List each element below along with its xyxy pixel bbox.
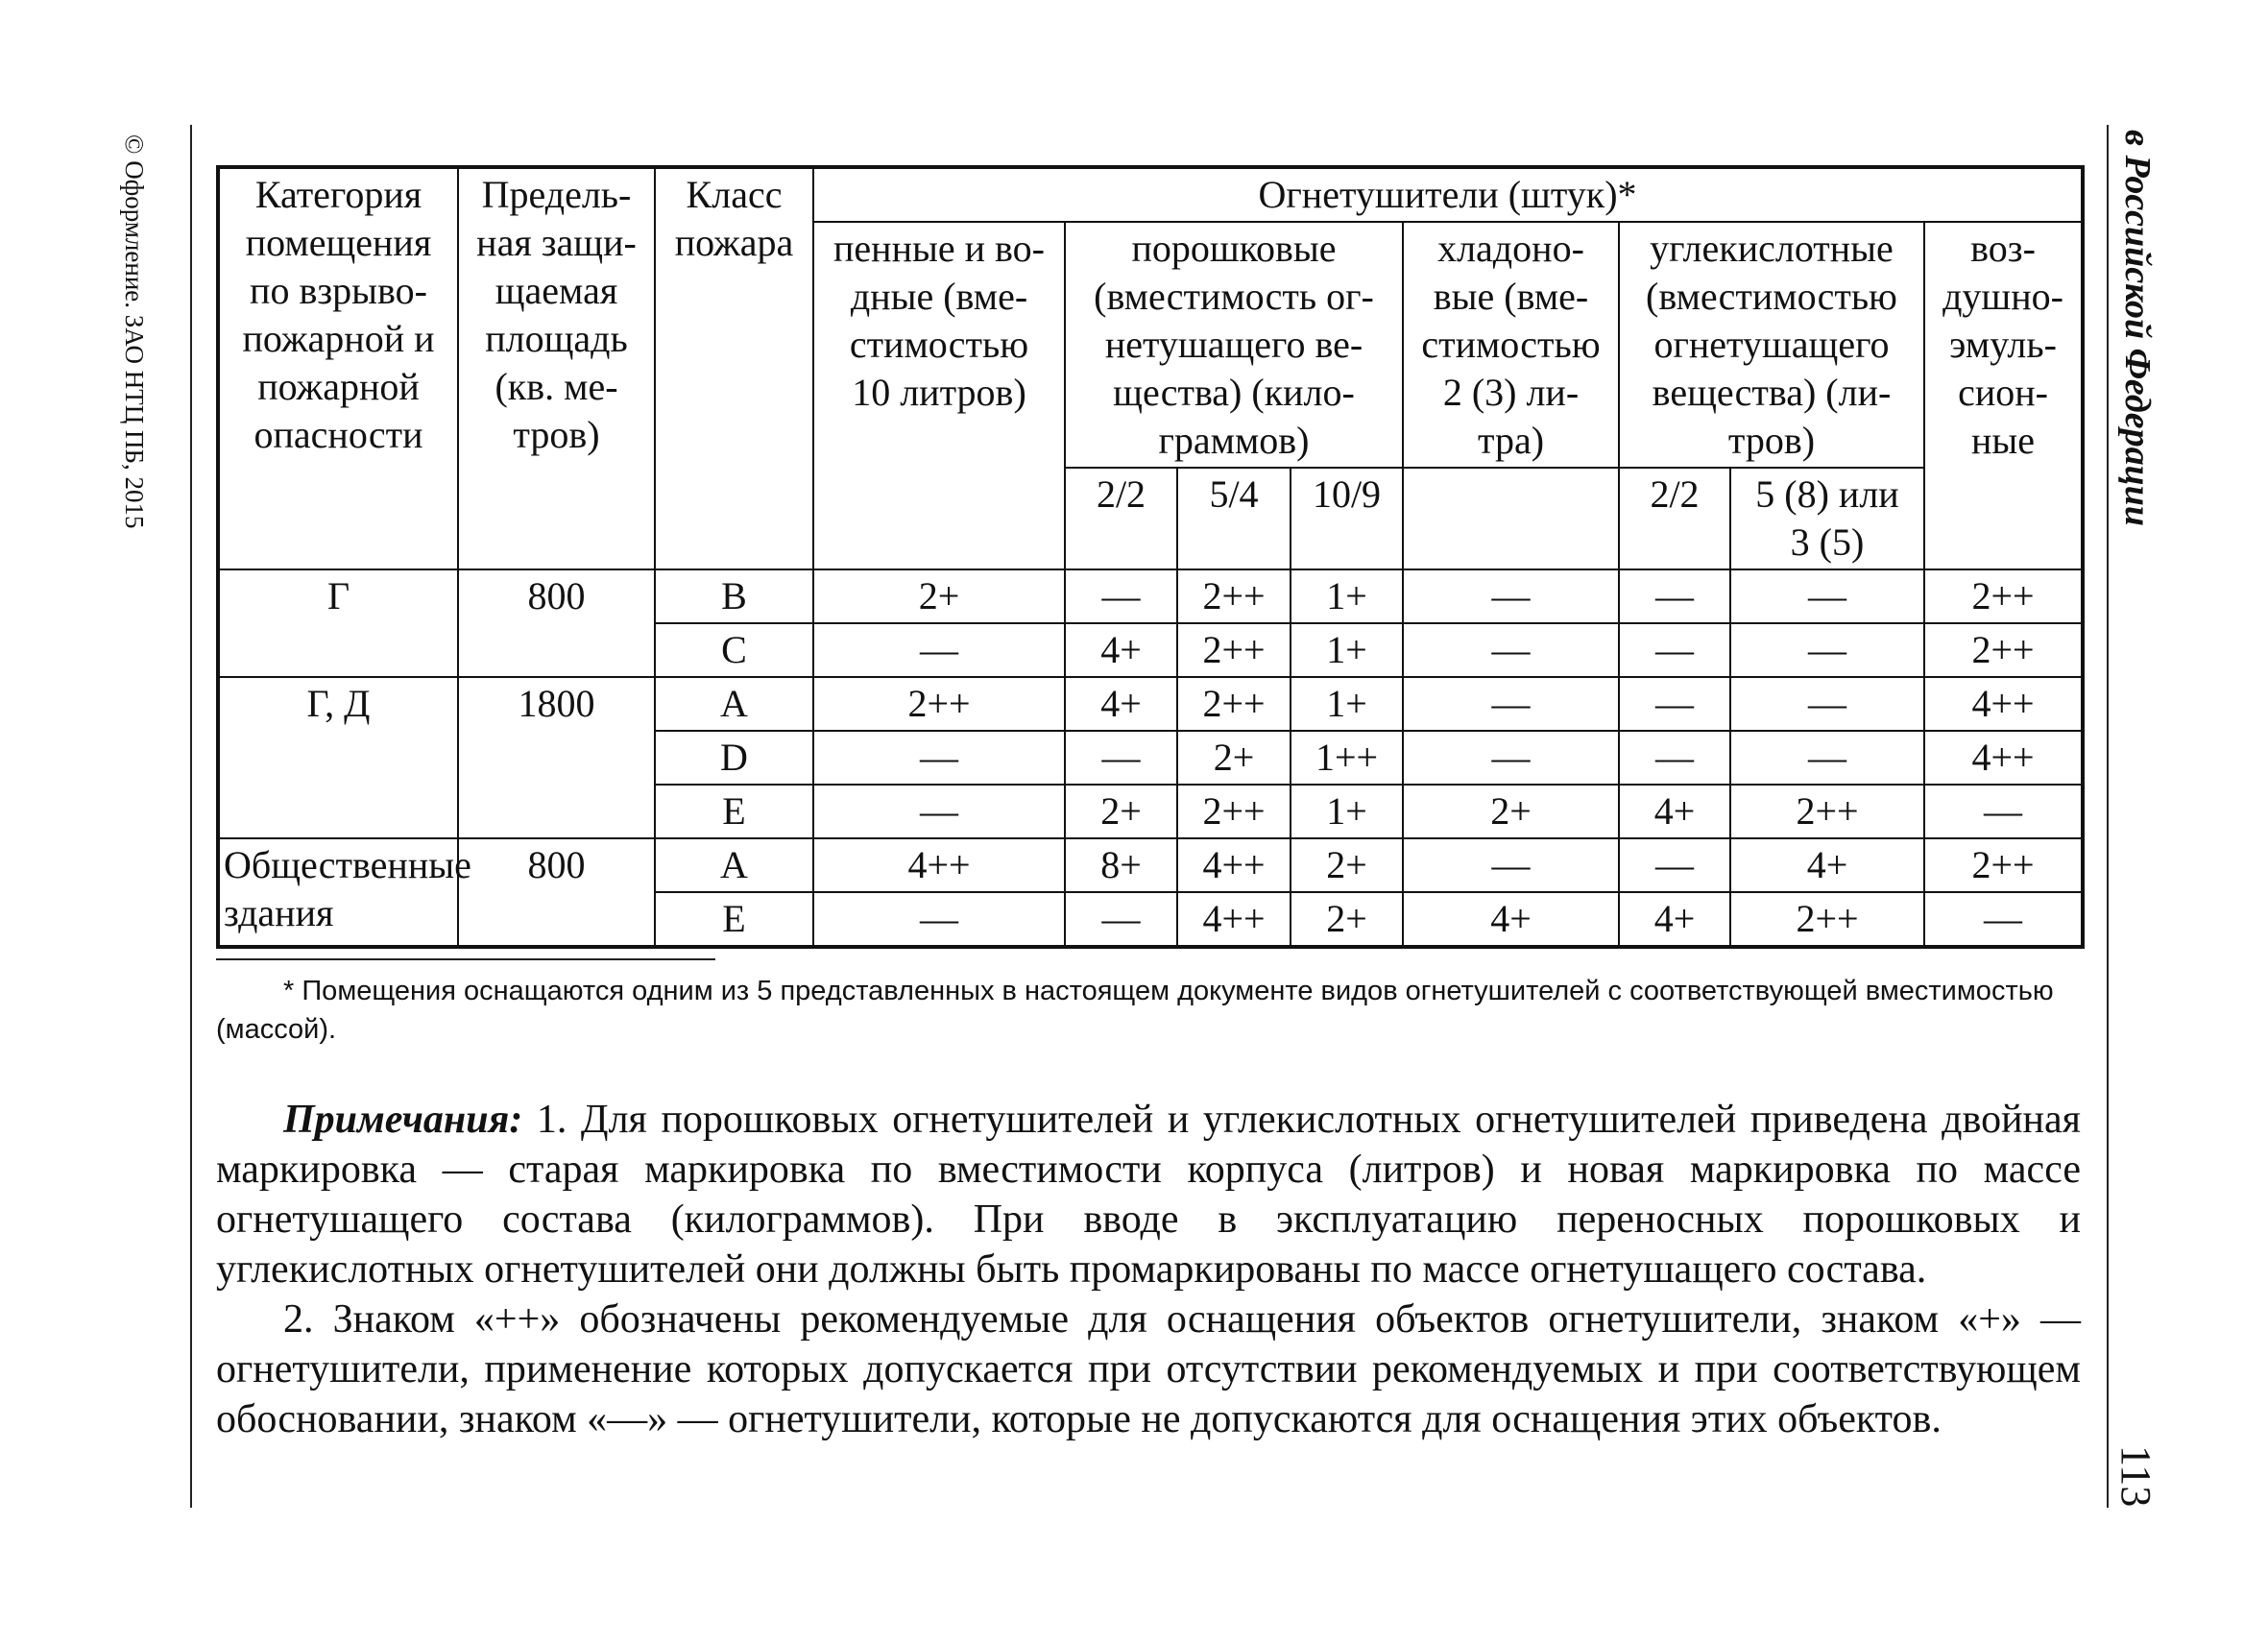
fire-class-cell: C (655, 623, 813, 677)
table-cell: — (1730, 677, 1924, 731)
fire-class-cell: E (655, 892, 813, 947)
note-paragraph-2: 2. Знаком «++» обозначены рекомендуемые для оснащения объектов огнетушители, знаком «+» — огнетушители, применение которых допускается при отсутствии рекомендуемых и при соответствующем обосновании, знаком «—» — огнетушители, которые не допускаются для оснащения этих объектов. (216, 1297, 2081, 1441)
table-cell: — (1065, 731, 1177, 785)
fire-class-cell: A (655, 838, 813, 892)
table-cell: — (1619, 677, 1730, 731)
category-cell: Общественные здания (218, 838, 458, 947)
table-cell: — (1619, 838, 1730, 892)
header-fire-class: Класс пожара (655, 167, 813, 569)
page-content (216, 165, 2081, 1444)
table-cell: — (813, 785, 1065, 838)
fire-class-cell: B (655, 569, 813, 623)
table-cell: 4++ (1177, 838, 1291, 892)
table-cell: — (1619, 623, 1730, 677)
table-row (218, 677, 2083, 731)
table-cell: — (1619, 731, 1730, 785)
area-cell: 1800 (458, 677, 655, 838)
footnote-rule (216, 958, 715, 960)
table-cell: 2+ (1291, 892, 1403, 947)
table-cell: 2+ (1177, 731, 1291, 785)
table-cell: — (813, 623, 1065, 677)
table-cell: — (813, 892, 1065, 947)
table-cell: 4++ (1924, 677, 2083, 731)
table-cell: 1+ (1291, 623, 1403, 677)
table-cell: — (1730, 623, 1924, 677)
note-1-text: 1. Для порошковых огнетушителей и углекислотных огнетушителей приведена двойная маркировка — старая маркировка по вместимости корпуса (литров) и новая маркировка по массе огнетушащего состава (килограммов). При вводе в эксплуатацию переносных порошковых и углекислотных огнетушителей они должны быть промаркированы по массе огнетушащего состава. (216, 1098, 2081, 1292)
sub-halon-empty (1403, 468, 1619, 569)
copyright-margin: © Оформление. ЗАО НТЦ ПБ, 2015 (120, 134, 149, 529)
table-cell: — (1924, 785, 2083, 838)
table-cell: 2++ (1730, 892, 1924, 947)
table-cell: 2++ (1177, 677, 1291, 731)
notes-section (216, 1095, 2081, 1444)
fire-class-cell: A (655, 677, 813, 731)
header-extinguishers: Огнетушители (штук)* (813, 167, 2083, 222)
header-co2: углекислотные (вместимостью огнетушащего вещества) (ли- тров) (1619, 222, 1924, 468)
table-cell: 1++ (1291, 731, 1403, 785)
table-cell: 2++ (1177, 785, 1291, 838)
notes-lead: Примечания: (283, 1098, 523, 1142)
header-row-1 (218, 167, 2083, 222)
category-cell: Г (218, 569, 458, 677)
sub-co2-5-8: 5 (8) или 3 (5) (1730, 468, 1924, 569)
fire-class-cell: E (655, 785, 813, 838)
header-area: Предель- ная защи- щаемая площадь (кв. ме- тров) (458, 167, 655, 569)
area-cell: 800 (458, 569, 655, 677)
table-cell: 2++ (1924, 623, 2083, 677)
category-cell: Г, Д (218, 677, 458, 838)
table-cell: — (1065, 892, 1177, 947)
table-cell: — (1403, 731, 1619, 785)
table-cell: 4+ (1403, 892, 1619, 947)
sub-co2-2-2: 2/2 (1619, 468, 1730, 569)
table-cell: — (1730, 569, 1924, 623)
running-head: в Российской Федерации (2117, 130, 2158, 526)
table-cell: 1+ (1291, 677, 1403, 731)
area-cell: 800 (458, 838, 655, 947)
sub-powder-10-9: 10/9 (1291, 468, 1403, 569)
header-air-emulsion: воз- душно- эмуль- сион- ные (1924, 222, 2083, 569)
header-category: Категория помещения по взрыво- пожарной и пожарной опасности (218, 167, 458, 569)
table-cell: 4+ (1619, 785, 1730, 838)
table-cell: — (1403, 677, 1619, 731)
left-rule (190, 125, 192, 1508)
sub-powder-5-4: 5/4 (1177, 468, 1291, 569)
table-cell: 1+ (1291, 569, 1403, 623)
table-cell: 2++ (1924, 838, 2083, 892)
header-foam: пенные и во- дные (вме- стимостью 10 литров) (813, 222, 1065, 569)
header-powder: порошковые (вместимость ог- нетушащего ве- щества) (кило- граммов) (1065, 222, 1403, 468)
right-rule (2107, 125, 2109, 1508)
table-cell: 2++ (1177, 623, 1291, 677)
header-halon: хладоно- вые (вме- стимостью 2 (3) ли- тра) (1403, 222, 1619, 468)
table-cell: — (1065, 569, 1177, 623)
table-cell: 2++ (1730, 785, 1924, 838)
table-footnote: * Помещения оснащаются одним из 5 представленных в настоящем документе видов огнетушителей с соответствующей вместимостью (массой). (216, 976, 2054, 1045)
table-cell: 2+ (1291, 838, 1403, 892)
extinguishers-table (216, 165, 2085, 949)
table-cell: 2++ (1177, 569, 1291, 623)
table-cell: 4+ (1065, 623, 1177, 677)
table-cell: 8+ (1065, 838, 1177, 892)
table-row (218, 569, 2083, 623)
table-cell: 4++ (1924, 731, 2083, 785)
table-cell: 4+ (1065, 677, 1177, 731)
table-cell: 2++ (813, 677, 1065, 731)
table-cell: — (1730, 731, 1924, 785)
fire-class-cell: D (655, 731, 813, 785)
table-cell: — (1924, 892, 2083, 947)
table-cell: 2+ (813, 569, 1065, 623)
table-cell: 1+ (1291, 785, 1403, 838)
table-cell: 4+ (1619, 892, 1730, 947)
table-row (218, 838, 2083, 892)
table-cell: — (1403, 623, 1619, 677)
page-number: 113 (2112, 1445, 2159, 1508)
table-cell: 4++ (813, 838, 1065, 892)
table-cell: 4+ (1730, 838, 1924, 892)
table-cell: — (813, 731, 1065, 785)
table-cell: — (1403, 569, 1619, 623)
table-cell: 2++ (1924, 569, 2083, 623)
table-cell: — (1619, 569, 1730, 623)
table-cell: 4++ (1177, 892, 1291, 947)
note-paragraph-1 (216, 1095, 2081, 1294)
table-cell: 2+ (1065, 785, 1177, 838)
table-cell: 2+ (1403, 785, 1619, 838)
sub-powder-2-2: 2/2 (1065, 468, 1177, 569)
table-cell: — (1403, 838, 1619, 892)
